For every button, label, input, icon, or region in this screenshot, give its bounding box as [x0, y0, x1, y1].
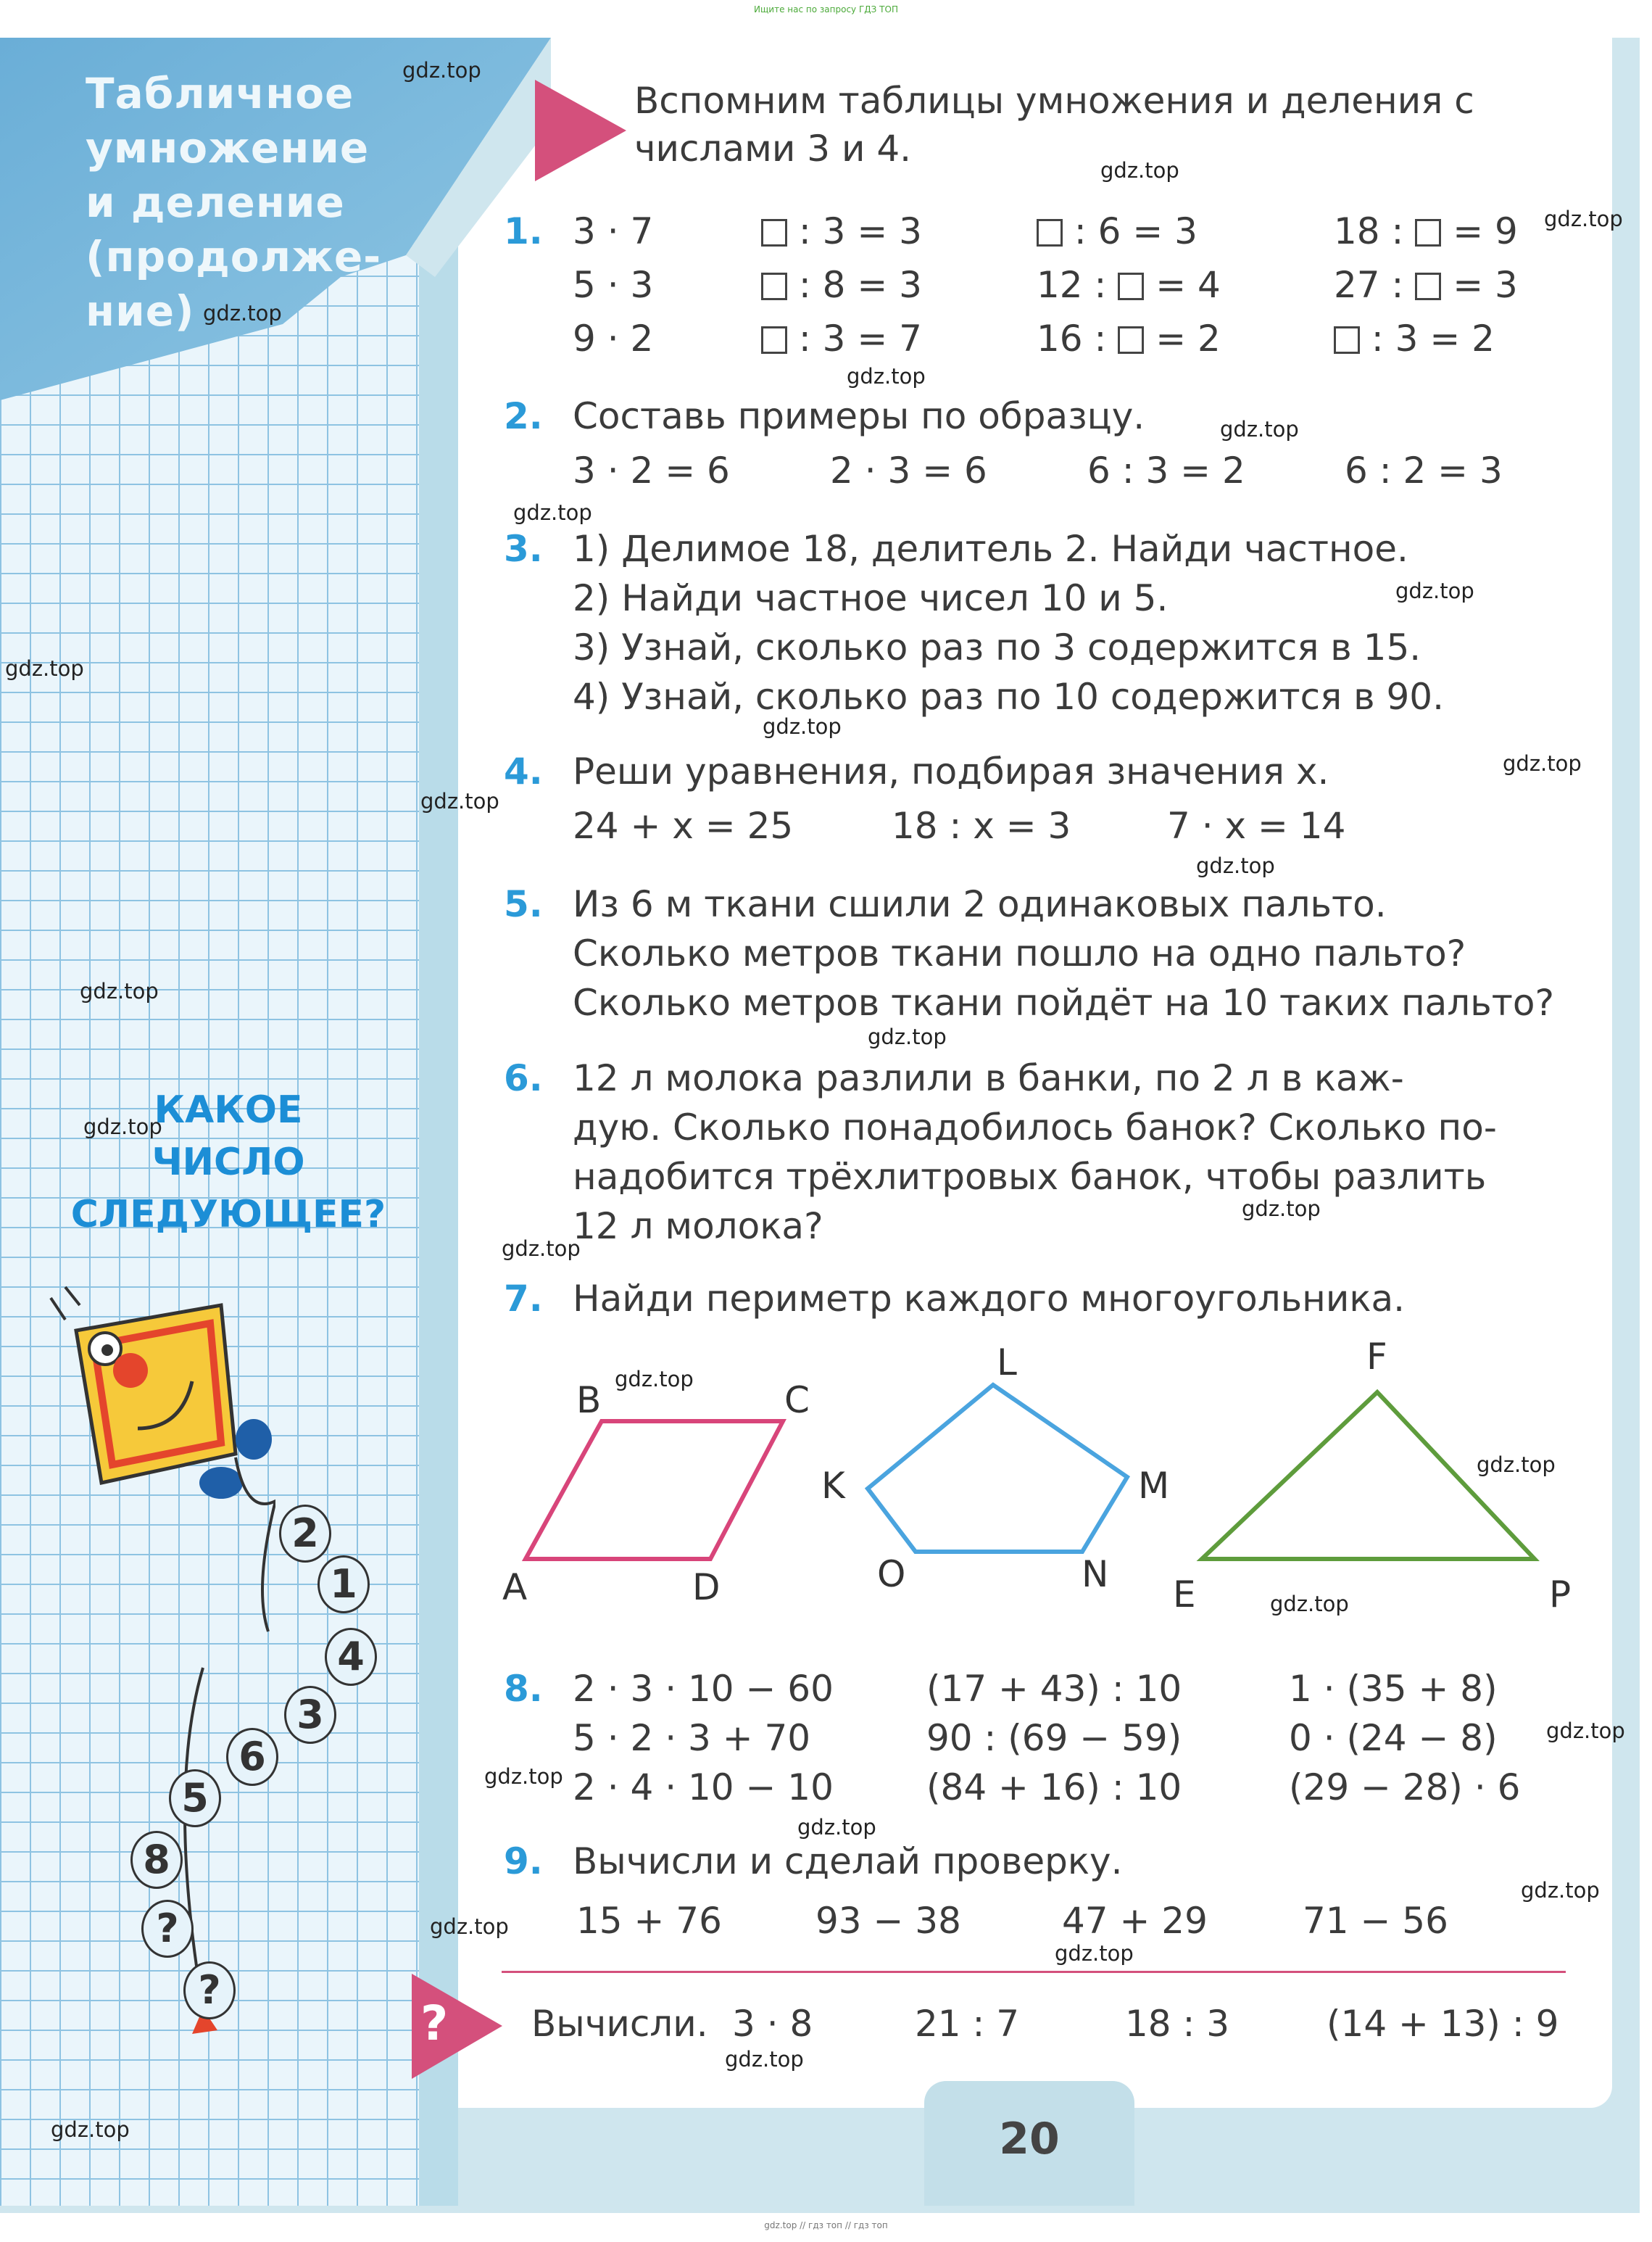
task1-expr: : 6 = 3	[1037, 210, 1198, 252]
bonus-expr: 3 · 8	[732, 2003, 813, 2045]
watermark: gdz.top	[5, 656, 84, 681]
watermark: gdz.top	[502, 1236, 581, 1261]
task1-expr: : 8 = 3	[761, 264, 922, 306]
question-mark-icon: ?	[420, 1995, 449, 2051]
kite-number-bubble: ?	[141, 1900, 194, 1958]
task5-line: Сколько метров ткани пойдёт на 10 таких пальто?	[573, 982, 1554, 1024]
task7-text: Найди периметр каждого многоугольника.	[573, 1278, 1406, 1320]
kite-number-bubble: 2	[279, 1505, 331, 1563]
side-question: КАКОЕ ЧИСЛО СЛЕДУЮЩЕЕ?	[70, 1088, 386, 1236]
task6-line: 12 л молока?	[573, 1205, 823, 1247]
vertex-label: N	[1082, 1553, 1109, 1595]
vertex-label: E	[1173, 1573, 1196, 1616]
watermark: gdz.top	[1196, 853, 1275, 878]
task9-text: Вычисли и сделай проверку.	[573, 1840, 1123, 1882]
watermark: gdz.top	[513, 500, 592, 525]
task2-example: 3 · 2 = 6	[573, 450, 730, 492]
watermark: gdz.top	[203, 301, 282, 326]
watermark: gdz.top	[1546, 1718, 1625, 1743]
watermark: gdz.top	[615, 1367, 694, 1391]
watermark: gdz.top	[797, 1815, 876, 1840]
blank-box	[1334, 326, 1360, 354]
task1-expr: 5 · 3	[573, 264, 654, 306]
task-number: 9.	[504, 1840, 543, 1882]
parallelogram-abcd	[526, 1421, 783, 1559]
task-number: 3.	[504, 528, 543, 570]
kite-number-bubble: 8	[130, 1831, 183, 1889]
watermark: gdz.top	[1055, 1941, 1134, 1966]
task2-example: 2 · 3 = 6	[830, 450, 987, 492]
watermark: gdz.top	[1100, 158, 1179, 183]
blank-box	[761, 273, 787, 300]
task9-expr: 15 + 76	[576, 1900, 722, 1942]
kite-number-bubble: 1	[317, 1555, 370, 1613]
blank-box	[1415, 273, 1441, 300]
task9-expr: 71 − 56	[1303, 1900, 1448, 1942]
kite-number-bubble: 3	[284, 1686, 336, 1744]
blank-box	[761, 219, 787, 247]
watermark: gdz.top	[402, 58, 481, 83]
blank-box	[1118, 273, 1144, 300]
task9-expr: 93 − 38	[815, 1900, 961, 1942]
vertex-label: O	[877, 1553, 906, 1595]
task1-expr: 12 : = 4	[1037, 264, 1221, 306]
page-number: 20	[999, 2114, 1060, 2164]
task1-expr: : 3 = 7	[761, 318, 922, 360]
task5-line: Из 6 м ткани сшили 2 одинаковых пальто.	[573, 883, 1387, 925]
blank-box	[1415, 219, 1441, 247]
task8-expr: 90 : (69 − 59)	[926, 1717, 1182, 1759]
intro-line-2: числами 3 и 4.	[634, 128, 912, 170]
watermark: gdz.top	[725, 2047, 804, 2072]
task-number: 5.	[504, 883, 543, 925]
task2-example: 6 : 3 = 2	[1087, 450, 1245, 492]
task4-equation: 24 + x = 25	[573, 805, 794, 847]
task5-line: Сколько метров ткани пошло на одно пальто?	[573, 932, 1466, 975]
vertex-label: B	[576, 1379, 602, 1421]
task3-item: 3) Узнай, сколько раз по 3 содержится в 15.	[573, 626, 1421, 669]
watermark: gdz.top	[1242, 1196, 1321, 1221]
task1-expr: : 3 = 2	[1334, 318, 1495, 360]
kite-number-bubble: 5	[169, 1769, 221, 1827]
task6-line: надобится трёхлитровых банок, чтобы разлить	[573, 1156, 1487, 1198]
task9-expr: 47 + 29	[1062, 1900, 1208, 1942]
watermark: gdz.top	[1270, 1592, 1349, 1616]
task1-expr: 18 : = 9	[1334, 210, 1518, 252]
watermark: gdz.top	[51, 2117, 130, 2142]
task8-expr: 1 · (35 + 8)	[1289, 1668, 1498, 1710]
kite-number-bubble: ?	[183, 1961, 236, 2019]
task-number: 7.	[504, 1278, 543, 1320]
task1-expr: 16 : = 2	[1037, 318, 1221, 360]
bottom-note: gdz.top // гдз топ // гдз топ	[764, 2220, 888, 2230]
watermark: gdz.top	[1521, 1878, 1600, 1903]
watermark: gdz.top	[1220, 417, 1299, 442]
watermark: gdz.top	[80, 979, 159, 1004]
intro-line-1: Вспомним таблицы умножения и деления с	[634, 80, 1474, 122]
task4-text: Реши уравнения, подбирая значения x.	[573, 750, 1329, 793]
task8-expr: 0 · (24 − 8)	[1289, 1717, 1498, 1759]
task8-expr: (84 + 16) : 10	[926, 1766, 1182, 1808]
task-number: 4.	[504, 750, 543, 793]
watermark: gdz.top	[847, 364, 926, 389]
bonus-expr: 18 : 3	[1125, 2003, 1230, 2045]
blank-box	[1118, 326, 1144, 354]
divider-line	[502, 1971, 1566, 1973]
task8-expr: 5 · 2 · 3 + 70	[573, 1717, 811, 1759]
watermark: gdz.top	[868, 1025, 947, 1049]
task8-expr: (17 + 43) : 10	[926, 1668, 1182, 1710]
watermark: gdz.top	[1395, 579, 1474, 603]
vertex-label: P	[1549, 1573, 1572, 1616]
watermark: gdz.top	[484, 1764, 563, 1789]
vertex-label: A	[502, 1566, 528, 1608]
task-number: 8.	[504, 1668, 543, 1710]
task6-line: 12 л молока разлили в банки, по 2 л в каж-	[573, 1057, 1404, 1099]
task2-example: 6 : 2 = 3	[1345, 450, 1503, 492]
task1-expr: : 3 = 3	[761, 210, 922, 252]
vertex-label: D	[692, 1566, 721, 1608]
watermark: gdz.top	[430, 1914, 509, 1939]
vertex-label: K	[821, 1465, 845, 1507]
task3-item: 4) Узнай, сколько раз по 10 содержится в 90.	[573, 676, 1444, 718]
task-number: 2.	[504, 395, 543, 437]
lesson-title: Табличное умножение и деление (продолже- ние)	[86, 69, 382, 336]
task8-expr: 2 · 4 · 10 − 10	[573, 1766, 834, 1808]
vertex-label: F	[1366, 1336, 1387, 1378]
bonus-expr: (14 + 13) : 9	[1327, 2003, 1559, 2045]
bonus-label: Вычисли.	[531, 2003, 708, 2045]
task3-item: 1) Делимое 18, делитель 2. Найди частное.	[573, 528, 1408, 570]
task4-equation: 18 : x = 3	[892, 805, 1071, 847]
intro-arrow-icon	[535, 80, 626, 181]
kite-number-bubble: 6	[226, 1728, 278, 1786]
task8-expr: 2 · 3 · 10 − 60	[573, 1668, 834, 1710]
task2-text: Составь примеры по образцу.	[573, 395, 1145, 437]
vertex-label: C	[784, 1379, 810, 1421]
task1-expr: 27 : = 3	[1334, 264, 1518, 306]
bonus-expr: 21 : 7	[915, 2003, 1020, 2045]
vertex-label: M	[1138, 1465, 1170, 1507]
vertex-label: L	[997, 1341, 1017, 1383]
kite-number-bubble: 4	[325, 1628, 377, 1686]
task3-item: 2) Найди частное чисел 10 и 5.	[573, 577, 1169, 619]
watermark: gdz.top	[763, 714, 842, 739]
watermark: gdz.top	[1477, 1452, 1556, 1477]
top-note: Ищите нас по запросу ГДЗ ТОП	[754, 4, 898, 15]
task4-equation: 7 · x = 14	[1167, 805, 1346, 847]
watermark: gdz.top	[420, 789, 499, 814]
task8-expr: (29 − 28) · 6	[1289, 1766, 1521, 1808]
watermark: gdz.top	[1503, 751, 1582, 776]
task6-line: дую. Сколько понадобилось банок? Сколько по-	[573, 1106, 1497, 1149]
task1-expr: 3 · 7	[573, 210, 654, 252]
blank-box	[761, 326, 787, 354]
task-number: 6.	[504, 1057, 543, 1099]
watermark: gdz.top	[83, 1114, 162, 1139]
task-number: 1.	[504, 210, 543, 252]
pentagon-klmno	[868, 1385, 1127, 1552]
watermark: gdz.top	[1544, 207, 1623, 231]
task1-expr: 9 · 2	[573, 318, 654, 360]
blank-box	[1037, 219, 1063, 247]
